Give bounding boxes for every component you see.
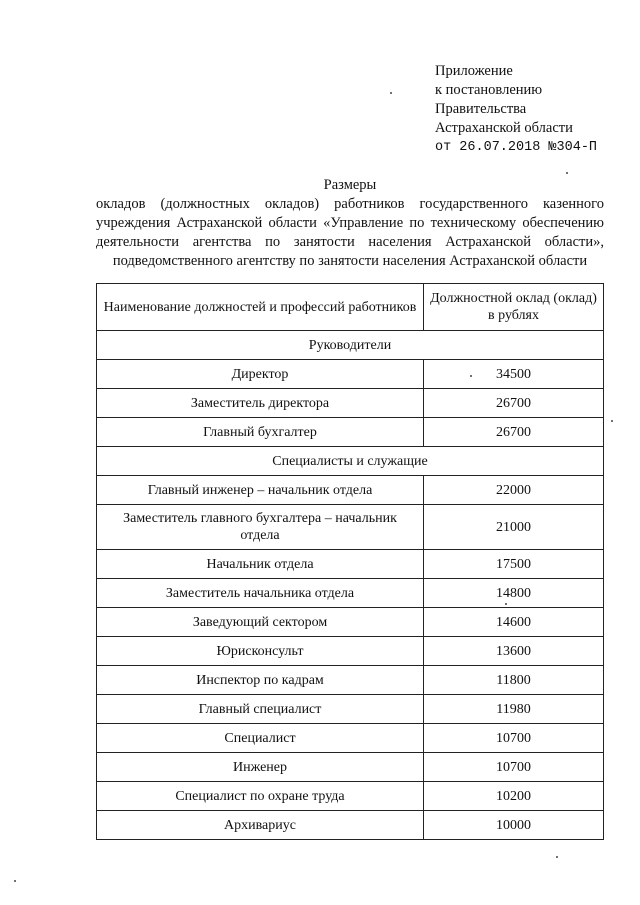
salary-value: 11800 [424, 666, 604, 695]
position-name: Заместитель главного бухгалтера – начальник отдела [97, 505, 424, 550]
section-row-managers [97, 331, 604, 360]
table-row [97, 695, 604, 724]
salary-value: 21000 [424, 505, 604, 550]
salary-value: 14800 [424, 579, 604, 608]
salary-value: 10700 [424, 724, 604, 753]
position-name: Архивариус [97, 811, 424, 840]
position-name: Начальник отдела [97, 550, 424, 579]
salary-value: 26700 [424, 418, 604, 447]
salary-value: 22000 [424, 476, 604, 505]
appendix-block [435, 62, 597, 157]
table-row [97, 550, 604, 579]
appendix-line-1: Приложение [435, 63, 513, 79]
table-row [97, 637, 604, 666]
position-name: Инспектор по кадрам [97, 666, 424, 695]
scan-speck [566, 172, 568, 174]
scan-speck [470, 375, 472, 377]
salary-value: 13600 [424, 637, 604, 666]
title-subtitle: окладов (должностных окладов) работников государственного казенного учреждения Астраханской области «Управление по техническому обеспечению деятельности агентства по занятости населения Астраханской области», подведомственного агентству по занятости населения Астраханской области [96, 196, 604, 269]
table-row [97, 476, 604, 505]
appendix-line-2: к постановлению [435, 82, 543, 98]
appendix-line-4: Астраханской области [435, 120, 573, 136]
header-salary: Должностной оклад (оклад) в рублях [424, 284, 604, 331]
salary-value: 26700 [424, 389, 604, 418]
position-name: Заместитель директора [97, 389, 424, 418]
position-name: Специалист по охране труда [97, 782, 424, 811]
section-title: Специалисты и служащие [97, 447, 604, 476]
salary-value: 11980 [424, 695, 604, 724]
salary-value: 17500 [424, 550, 604, 579]
position-name: Главный специалист [97, 695, 424, 724]
table-row [97, 782, 604, 811]
scan-speck [611, 420, 613, 422]
salary-value: 10200 [424, 782, 604, 811]
appendix-line-3: Правительства [435, 101, 527, 117]
salary-value: 10000 [424, 811, 604, 840]
table-row [97, 724, 604, 753]
table-row [97, 360, 604, 389]
position-name: Инженер [97, 753, 424, 782]
table-row [97, 389, 604, 418]
position-name: Главный инженер – начальник отдела [97, 476, 424, 505]
scan-speck [556, 856, 558, 858]
section-row-specialists [97, 447, 604, 476]
table-row [97, 753, 604, 782]
position-name: Заведующий сектором [97, 608, 424, 637]
table-row [97, 811, 604, 840]
position-name: Специалист [97, 724, 424, 753]
salary-value: 34500 [424, 360, 604, 389]
table-row [97, 505, 604, 550]
position-name: Директор [97, 360, 424, 389]
table-row [97, 666, 604, 695]
salary-value: 14600 [424, 608, 604, 637]
appendix-resolution-number: от 26.07.2018 №304-П [435, 140, 598, 155]
table-row [97, 608, 604, 637]
scan-speck [390, 92, 392, 94]
position-name: Заместитель начальника отдела [97, 579, 424, 608]
position-name: Юрисконсульт [97, 637, 424, 666]
section-title: Руководители [97, 331, 604, 360]
header-position: Наименование должностей и профессий работников [97, 284, 424, 331]
table-row [97, 418, 604, 447]
salary-table [96, 283, 604, 840]
scan-speck [14, 880, 16, 882]
title-heading: Размеры [323, 177, 377, 193]
document-title [96, 176, 604, 271]
salary-value: 10700 [424, 753, 604, 782]
scan-speck [505, 603, 507, 605]
position-name: Главный бухгалтер [97, 418, 424, 447]
table-row [97, 579, 604, 608]
table-header-row [97, 284, 604, 331]
